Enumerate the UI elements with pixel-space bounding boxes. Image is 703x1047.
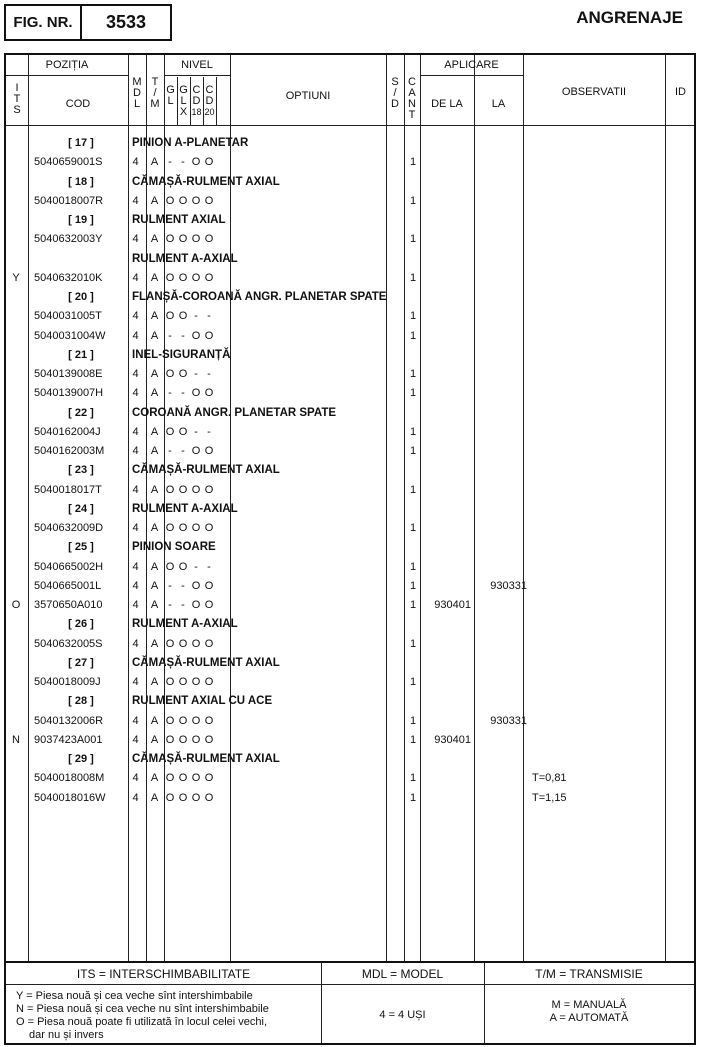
transmission-code: A	[150, 772, 159, 785]
nivel-mark: O	[191, 483, 201, 496]
nivel-mark: O	[191, 522, 201, 534]
table-row	[6, 518, 694, 537]
transmission-code: A	[150, 676, 159, 688]
quantity: 1	[409, 599, 417, 611]
part-code: 5040031005T	[34, 310, 102, 323]
model-code: 4	[132, 714, 139, 727]
nivel-mark: O	[204, 483, 214, 496]
nivel-mark: -	[194, 425, 198, 438]
transmission-code: A	[150, 637, 159, 650]
part-description: RULMENT A-AXIAL	[132, 618, 238, 631]
model-code: 4	[132, 637, 139, 650]
position-header-row	[6, 537, 694, 556]
table-row	[6, 191, 694, 210]
position-header-row	[6, 499, 694, 518]
nivel-mark: O	[204, 791, 214, 804]
part-code: 5040632003Y	[34, 233, 103, 246]
model-code: 4	[132, 329, 139, 342]
position-header-row	[6, 460, 694, 479]
transmission-code: A	[150, 233, 159, 246]
header-observatii: OBSERVATII	[561, 86, 627, 98]
part-description: CĂMAȘĂ-RULMENT AXIAL	[132, 464, 280, 477]
nivel-mark: O	[165, 772, 175, 785]
observation: T=1,15	[532, 791, 567, 804]
table-row	[6, 229, 694, 248]
table-row	[6, 480, 694, 499]
table-row	[6, 326, 694, 345]
nivel-sub-divider	[216, 77, 217, 125]
nivel-mark: O	[165, 483, 175, 496]
quantity: 1	[409, 676, 417, 688]
position-header-row	[6, 249, 694, 268]
nivel-mark: O	[178, 425, 188, 438]
observation: T=0,81	[532, 772, 567, 785]
quantity: 1	[409, 637, 417, 650]
nivel-mark: O	[204, 733, 214, 746]
model-code: 4	[132, 310, 139, 323]
parts-table	[4, 53, 696, 963]
table-row	[6, 788, 694, 807]
transmission-code: A	[150, 599, 159, 611]
table-row	[6, 730, 694, 749]
nivel-mark: O	[191, 233, 201, 246]
nivel-mark: -	[181, 387, 185, 400]
legend-its-text	[16, 990, 316, 1042]
part-code: 5040018008M	[34, 772, 105, 785]
model-code: 4	[132, 791, 139, 804]
model-code: 4	[132, 233, 139, 246]
table-row	[6, 557, 694, 576]
legend-tm-line: A = AUTOMATĂ	[549, 1012, 629, 1024]
nivel-mark: -	[168, 387, 172, 400]
transmission-code: A	[150, 425, 159, 438]
part-code: 5040632010K	[34, 271, 103, 284]
nivel-mark: O	[191, 791, 201, 804]
nivel-mark: O	[165, 560, 175, 573]
table-row	[6, 634, 694, 653]
model-code: 4	[132, 483, 139, 496]
nivel-mark: -	[194, 310, 198, 323]
apply-to: 930331	[490, 579, 527, 592]
transmission-code: A	[150, 714, 159, 727]
transmission-code: A	[150, 445, 159, 457]
nivel-mark: O	[204, 194, 214, 207]
header-sd: S / D	[391, 76, 399, 110]
nivel-mark: O	[204, 233, 214, 246]
part-code: 5040162004J	[34, 425, 101, 438]
table-row	[6, 672, 694, 691]
nivel-mark: O	[178, 233, 188, 246]
legend-its-title: ITS = INTERSCHIMBABILITATE	[76, 966, 251, 981]
quantity: 1	[409, 560, 417, 573]
nivel-mark: O	[178, 194, 188, 207]
table-row	[6, 152, 694, 171]
nivel-mark: O	[165, 368, 175, 380]
model-code: 4	[132, 368, 139, 380]
position-number: [ 20 ]	[68, 291, 94, 303]
nivel-mark: O	[204, 676, 214, 688]
nivel-mark: O	[191, 599, 201, 611]
nivel-mark: O	[204, 522, 214, 534]
nivel-mark: O	[165, 271, 175, 284]
legend-its-line: N = Piesa nouă și cea veche nu sînt intershimbabile	[16, 1003, 269, 1015]
nivel-mark: O	[191, 772, 201, 785]
nivel-mark: O	[165, 310, 175, 323]
nivel-mark: O	[165, 676, 175, 688]
position-number: [ 18 ]	[68, 175, 94, 188]
position-number: [ 22 ]	[68, 406, 94, 419]
model-code: 4	[132, 733, 139, 746]
figure-number: 3533	[105, 12, 147, 32]
legend	[4, 963, 696, 1045]
position-header-row	[6, 133, 694, 152]
position-number: [ 26 ]	[68, 618, 94, 631]
position-header-row	[6, 345, 694, 364]
transmission-code: A	[150, 271, 159, 284]
legend-mdl-text: 4 = 4 UȘI	[379, 1009, 426, 1021]
quantity: 1	[409, 368, 417, 380]
legend-tm-title: T/M = TRANSMISIE	[535, 966, 643, 981]
model-code: 4	[132, 599, 139, 611]
nivel-mark: -	[168, 156, 172, 169]
position-number: [ 23 ]	[68, 464, 94, 477]
its-code: Y	[12, 271, 20, 284]
nivel-mark: -	[207, 425, 211, 438]
nivel-mark: O	[191, 387, 201, 400]
quantity: 1	[409, 233, 417, 246]
transmission-code: A	[150, 387, 159, 400]
nivel-mark: -	[181, 599, 185, 611]
nivel-mark: O	[178, 271, 188, 284]
position-header-row	[6, 614, 694, 633]
header-nivel-cd20: C D 20	[204, 84, 215, 117]
header-nivel-gl: G L	[166, 84, 175, 107]
part-code: 5040665002H	[34, 560, 104, 573]
legend-its-line: O = Piesa nouă poate fi utilizată în locul celei vechi,	[16, 1016, 268, 1028]
nivel-mark: O	[178, 637, 188, 650]
header-divider	[164, 75, 230, 76]
header-divider	[420, 75, 523, 76]
position-header-row	[6, 691, 694, 710]
nivel-mark: O	[165, 733, 175, 746]
quantity: 1	[409, 156, 417, 169]
nivel-mark: -	[194, 368, 198, 380]
nivel-mark: O	[178, 714, 188, 727]
header-nivel-cd18: C D 18	[191, 84, 202, 117]
figure-label: FIG. NR.	[6, 6, 82, 39]
nivel-mark: O	[178, 772, 188, 785]
nivel-mark: O	[204, 329, 214, 342]
nivel-mark: O	[178, 791, 188, 804]
table-row	[6, 268, 694, 287]
table-row	[6, 595, 694, 614]
nivel-mark: -	[181, 579, 185, 592]
nivel-mark: -	[207, 310, 211, 323]
quantity: 1	[409, 425, 417, 438]
nivel-mark: O	[178, 522, 188, 534]
header-bottom-rule	[6, 125, 694, 126]
quantity: 1	[409, 329, 417, 342]
nivel-mark: O	[165, 714, 175, 727]
nivel-mark: O	[178, 733, 188, 746]
transmission-code: A	[150, 329, 159, 342]
nivel-mark: O	[191, 194, 201, 207]
part-code: 5040139008E	[34, 368, 103, 380]
nivel-mark: O	[191, 579, 201, 592]
part-code: 5040031004W	[34, 329, 106, 342]
nivel-mark: O	[178, 676, 188, 688]
model-code: 4	[132, 194, 139, 207]
nivel-mark: O	[204, 387, 214, 400]
part-code: 5040162003M	[34, 445, 105, 457]
table-row	[6, 422, 694, 441]
position-number: [ 28 ]	[68, 695, 94, 708]
nivel-mark: -	[194, 560, 198, 573]
nivel-mark: -	[168, 579, 172, 592]
transmission-code: A	[150, 733, 159, 746]
table-row	[6, 383, 694, 402]
nivel-mark: O	[191, 445, 201, 457]
model-code: 4	[132, 425, 139, 438]
transmission-code: A	[150, 310, 159, 323]
nivel-mark: O	[204, 156, 214, 169]
apply-from: 930401	[434, 599, 471, 611]
figure-number-box	[4, 4, 172, 41]
nivel-mark: O	[204, 271, 214, 284]
model-code: 4	[132, 560, 139, 573]
header-mdl: M D L	[132, 76, 142, 110]
nivel-mark: O	[165, 637, 175, 650]
nivel-mark: O	[191, 637, 201, 650]
apply-from: 930401	[434, 733, 471, 746]
position-number: [ 19 ]	[68, 214, 94, 226]
model-code: 4	[132, 522, 139, 534]
part-code: 5040018009J	[34, 676, 101, 688]
transmission-code: A	[150, 791, 159, 804]
position-number: [ 17 ]	[68, 137, 94, 149]
header-cant: C A N T	[408, 76, 416, 121]
position-header-row	[6, 210, 694, 229]
nivel-mark: O	[191, 156, 201, 169]
quantity: 1	[409, 310, 417, 323]
nivel-mark: -	[181, 156, 185, 169]
part-description: RULMENT AXIAL CU ACE	[132, 695, 273, 708]
section-title: ANGRENAJE	[576, 8, 683, 27]
nivel-mark: -	[168, 445, 172, 457]
part-description: CĂMAȘĂ-RULMENT AXIAL	[132, 656, 280, 669]
quantity: 1	[409, 522, 417, 534]
header-aplicare: APLICARE	[444, 59, 499, 71]
quantity: 1	[409, 194, 417, 207]
quantity: 1	[409, 733, 417, 746]
nivel-mark: O	[165, 425, 175, 438]
transmission-code: A	[150, 483, 159, 496]
nivel-mark: O	[204, 772, 214, 785]
quantity: 1	[409, 714, 417, 727]
model-code: 4	[132, 445, 139, 457]
part-code: 5040018007R	[34, 194, 104, 207]
position-header-row	[6, 653, 694, 672]
apply-to: 930331	[490, 714, 527, 727]
part-code: 5040665001L	[34, 579, 102, 592]
nivel-mark: O	[178, 560, 188, 573]
part-description: RULMENT A-AXIAL	[132, 252, 238, 265]
quantity: 1	[409, 579, 417, 592]
transmission-code: A	[150, 194, 159, 207]
header-cod: COD	[65, 98, 91, 110]
nivel-mark: O	[204, 637, 214, 650]
model-code: 4	[132, 156, 139, 169]
nivel-mark: O	[165, 522, 175, 534]
legend-tm-text	[484, 999, 694, 1025]
legend-mdl-title: MDL = MODEL	[361, 966, 444, 981]
part-code: 5040139007H	[34, 387, 104, 400]
nivel-mark: O	[204, 579, 214, 592]
nivel-mark: O	[165, 233, 175, 246]
table-row	[6, 711, 694, 730]
part-description: COROANĂ ANGR. PLANETAR SPATE	[132, 406, 337, 419]
nivel-mark: O	[165, 791, 175, 804]
part-description: FLANȘĂ-COROANĂ ANGR. PLANETAR SPATE	[132, 291, 387, 303]
model-code: 4	[132, 579, 139, 592]
transmission-code: A	[150, 560, 159, 573]
nivel-mark: -	[181, 445, 185, 457]
table-row	[6, 768, 694, 787]
part-description: CĂMAȘĂ-RULMENT AXIAL	[132, 753, 280, 765]
quantity: 1	[409, 791, 417, 804]
legend-its-line: dar nu și invers	[29, 1029, 104, 1041]
quantity: 1	[409, 445, 417, 457]
header-optiuni: OPTIUNI	[285, 90, 331, 102]
position-number: [ 24 ]	[68, 502, 94, 515]
nivel-mark: O	[165, 194, 175, 207]
quantity: 1	[409, 772, 417, 785]
part-description: INEL-SIGURANȚĂ	[132, 348, 231, 361]
transmission-code: A	[150, 522, 159, 534]
transmission-code: A	[150, 368, 159, 380]
table-row	[6, 306, 694, 325]
part-code: 5040632005S	[34, 637, 103, 650]
part-description: PINION SOARE	[132, 541, 216, 554]
table-row	[6, 576, 694, 595]
header-de-la: DE LA	[431, 98, 463, 110]
header-its: I T S	[13, 82, 21, 116]
position-header-row	[6, 287, 694, 306]
part-code: 5040659001S	[34, 156, 103, 169]
model-code: 4	[132, 772, 139, 785]
nivel-mark: -	[168, 329, 172, 342]
position-header-row	[6, 749, 694, 768]
nivel-mark: -	[207, 560, 211, 573]
header-la: LA	[491, 98, 506, 110]
part-code: 9037423A001	[34, 733, 103, 746]
nivel-mark: O	[204, 714, 214, 727]
nivel-mark: O	[191, 733, 201, 746]
legend-header-rule	[6, 984, 694, 985]
position-number: [ 29 ]	[68, 753, 94, 765]
header-tm: T / M	[150, 76, 160, 110]
transmission-code: A	[150, 579, 159, 592]
part-code: 5040132006R	[34, 714, 104, 727]
quantity: 1	[409, 483, 417, 496]
part-description: RULMENT AXIAL	[132, 214, 226, 226]
part-description: PINION A-PLANETAR	[132, 137, 249, 149]
position-number: [ 27 ]	[68, 656, 94, 669]
quantity: 1	[409, 387, 417, 400]
legend-tm-line: M = MANUALĂ	[551, 999, 627, 1011]
nivel-mark: -	[207, 368, 211, 380]
nivel-mark: O	[204, 599, 214, 611]
header-id: ID	[675, 86, 686, 98]
part-description: RULMENT A-AXIAL	[132, 502, 238, 515]
header-nivel: NIVEL	[181, 59, 213, 71]
model-code: 4	[132, 387, 139, 400]
position-number: [ 21 ]	[68, 348, 94, 361]
part-code: 3570650A010	[34, 599, 103, 611]
part-description: CĂMAȘĂ-RULMENT AXIAL	[132, 175, 280, 188]
part-code: 5040018016W	[34, 791, 106, 804]
nivel-mark: O	[191, 271, 201, 284]
nivel-mark: O	[191, 714, 201, 727]
nivel-mark: O	[191, 676, 201, 688]
position-header-row	[6, 172, 694, 191]
its-code: N	[12, 733, 20, 746]
header-divider	[6, 75, 128, 76]
header-nivel-glx: G L X	[179, 84, 188, 118]
nivel-mark: O	[178, 310, 188, 323]
part-code: 5040632009D	[34, 522, 104, 534]
position-header-row	[6, 403, 694, 422]
table-row	[6, 364, 694, 383]
transmission-code: A	[150, 156, 159, 169]
model-code: 4	[132, 271, 139, 284]
header-pozitia: POZIȚIA	[45, 59, 89, 71]
part-code: 5040018017T	[34, 483, 102, 496]
table-row	[6, 441, 694, 460]
model-code: 4	[132, 676, 139, 688]
nivel-mark: O	[178, 483, 188, 496]
nivel-mark: O	[204, 445, 214, 457]
legend-its-line: Y = Piesa nouă și cea veche sînt intershimbabile	[16, 990, 253, 1002]
nivel-mark: -	[181, 329, 185, 342]
nivel-mark: O	[178, 368, 188, 380]
quantity: 1	[409, 271, 417, 284]
nivel-mark: O	[191, 329, 201, 342]
position-number: [ 25 ]	[68, 541, 94, 554]
nivel-mark: -	[168, 599, 172, 611]
its-code: O	[11, 599, 21, 611]
